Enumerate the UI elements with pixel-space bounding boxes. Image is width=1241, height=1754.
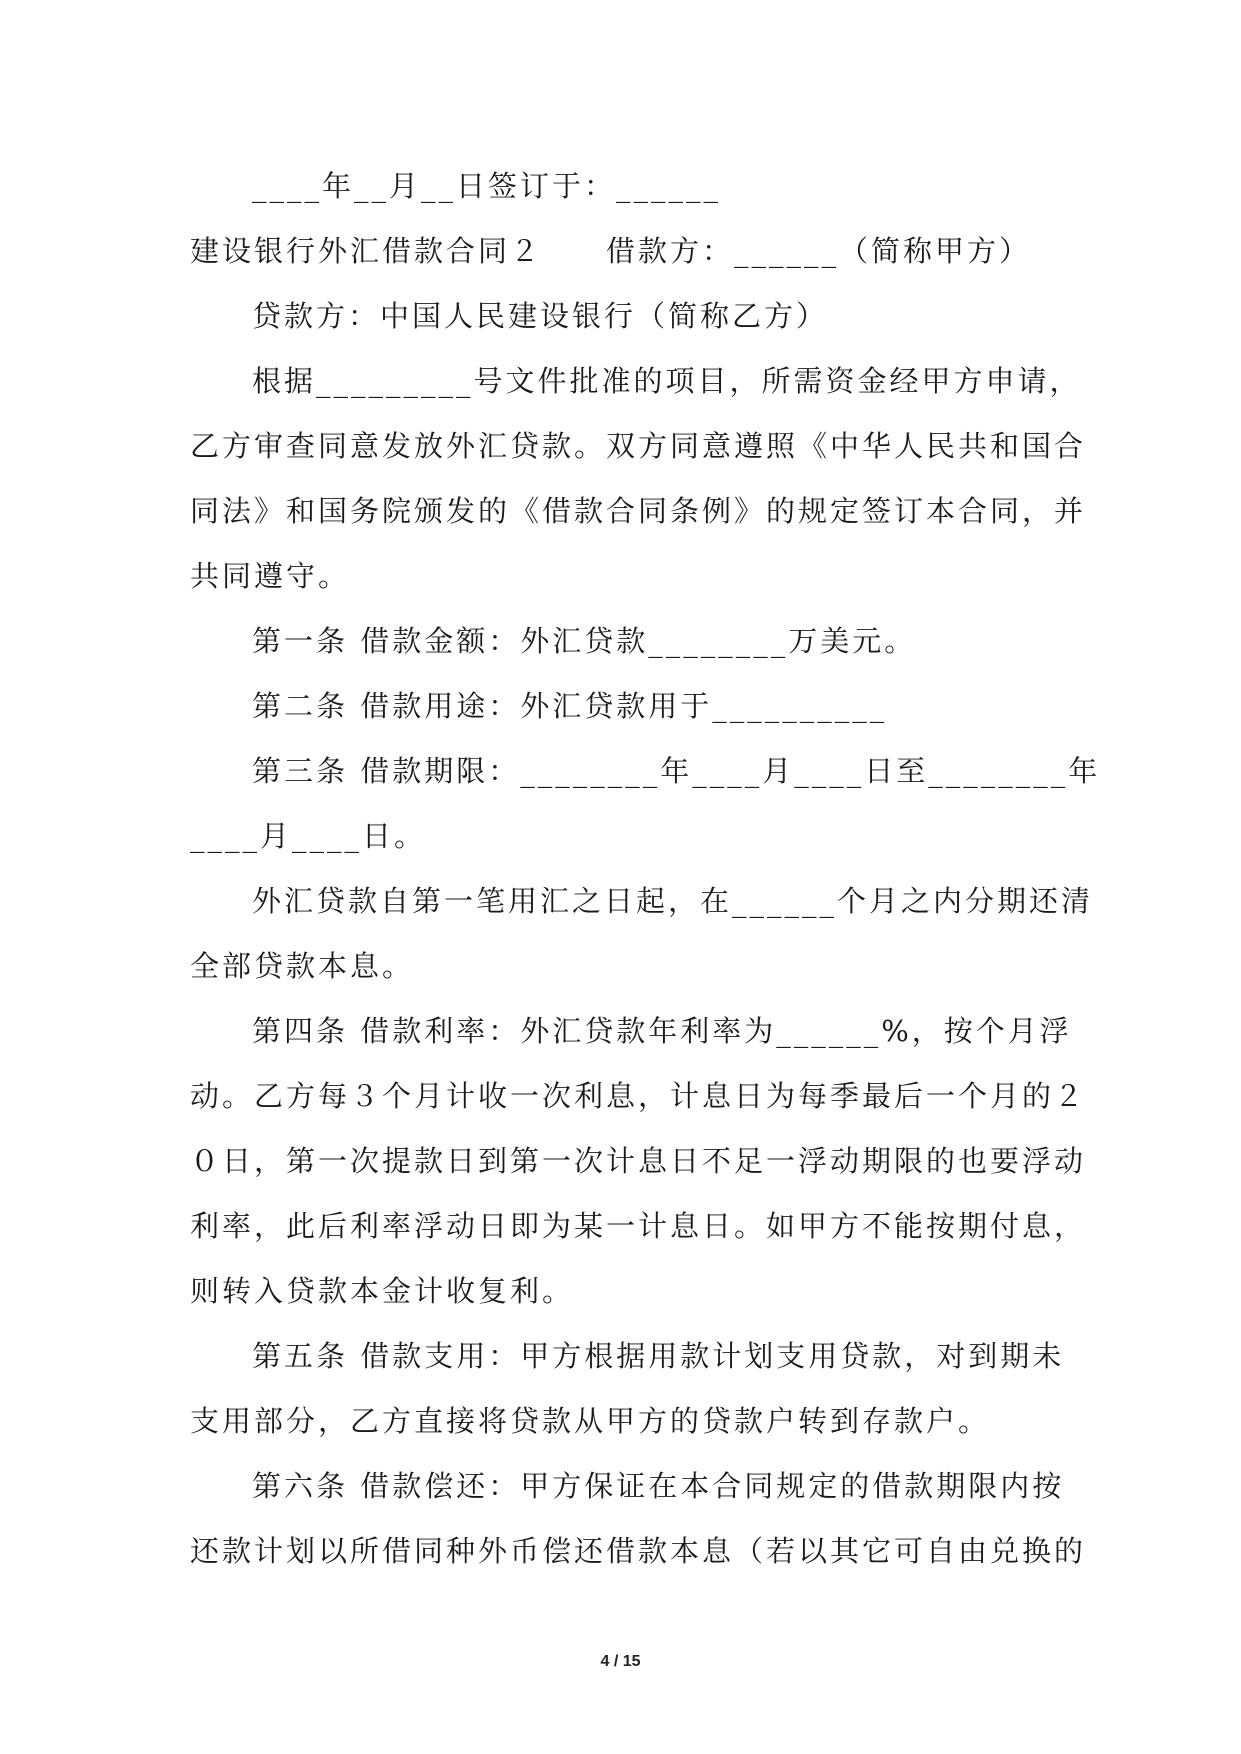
article-6-line: 第六条 借款偿还：甲方保证在本合同规定的借款期限内按 [252,1469,1065,1503]
article-3-line: 第三条 借款期限：________年____月____日至________年 [252,754,1101,788]
article-1-line: 第一条 借款金额：外汇贷款________万美元。 [252,624,917,658]
paragraph-line: ０日，第一次提款日到第一次计息日不足一浮动期限的也要浮动 [190,1144,1087,1178]
paragraph-line: 则转入贷款本金计收复利。 [190,1274,575,1308]
paragraph-line: 全部贷款本息。 [190,949,415,983]
paragraph-line: ____月____日。 [190,819,427,853]
page-number: 4 / 15 [600,1653,641,1670]
paragraph-line: 动。乙方每３个月计收一次利息，计息日为每季最后一个月的２ [190,1079,1087,1113]
article-5-line: 第五条 借款支用：甲方根据用款计划支用贷款，对到期未 [252,1339,1065,1373]
article-2-line: 第二条 借款用途：外汇贷款用于__________ [252,689,888,723]
lender-line: 贷款方：中国人民建设银行（简称乙方） [252,299,829,333]
paragraph-line: 根据_________号文件批准的项目，所需资金经甲方申请， [252,364,1082,398]
paragraph-line: 利率，此后利率浮动日即为某一计息日。如甲方不能按期付息， [190,1209,1087,1243]
paragraph-line: 外汇贷款自第一笔用汇之日起，在______个月之内分期还清 [252,884,1094,918]
paragraph-line: 共同遵守。 [190,559,351,593]
paragraph-line: 同法》和国务院颁发的《借款合同条例》的规定签订本合同，并 [190,494,1087,528]
paragraph-line: 乙方审查同意发放外汇贷款。双方同意遵照《中华人民共和国合 [190,429,1087,463]
signing-date-line: ____年__月__日签订于：______ [252,169,722,203]
contract-title-line: 建设银行外汇借款合同２ 借款方：______（简称甲方） [190,234,1032,268]
article-4-line: 第四条 借款利率：外汇贷款年利率为______%，按个月浮 [252,1014,1072,1048]
paragraph-line: 支用部分，乙方直接将贷款从甲方的贷款户转到存款户。 [190,1404,991,1438]
paragraph-line: 还款计划以所借同种外币偿还借款本息（若以其它可自由兑换的 [190,1534,1087,1568]
